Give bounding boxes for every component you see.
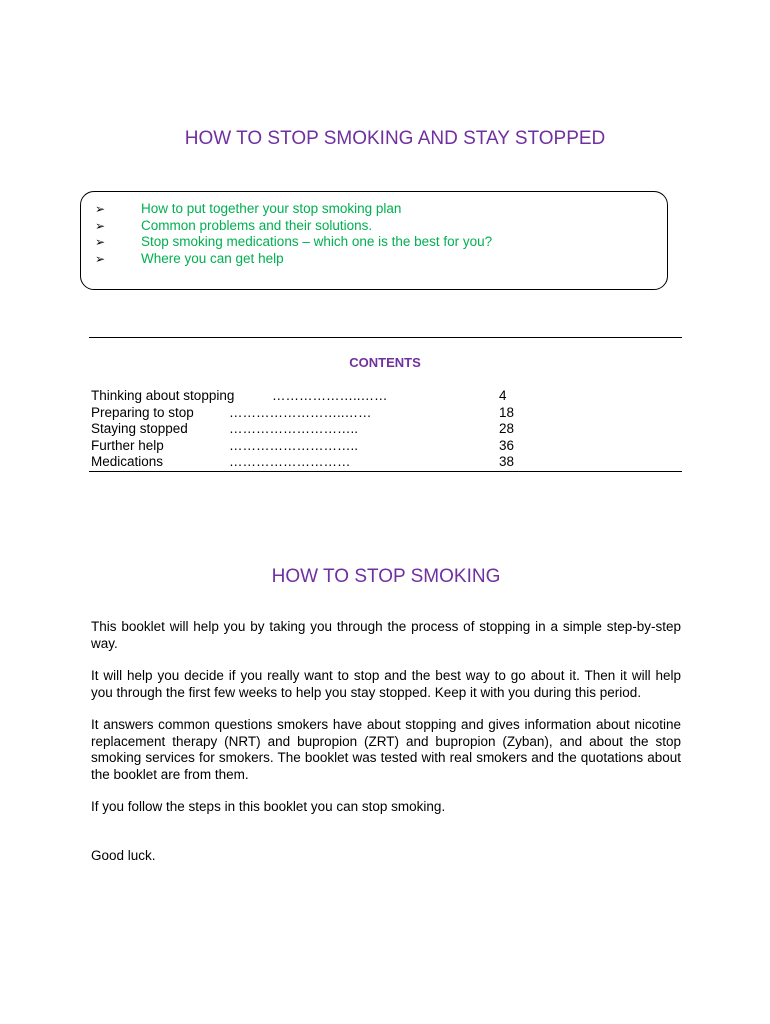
toc-entry-leader: ………………..……: [272, 388, 388, 403]
toc-entry-page: 18: [499, 404, 515, 420]
toc-entry-leader: ………………………..: [229, 437, 359, 453]
body-paragraph: This booklet will help you by taking you through the process of stopping in a simple step-by-step way.: [91, 619, 681, 651]
toc-entry-label: Thinking about stopping: [91, 388, 235, 403]
arrow-bullet-icon: ➢: [95, 218, 106, 233]
toc-entry: [91, 454, 531, 471]
summary-item-text: How to put together your stop smoking plan: [141, 201, 402, 216]
summary-box: [80, 191, 668, 290]
body-paragraph: It answers common questions smokers have about stopping and gives information about nicotine replacement therapy (NRT) and bupropion (ZRT) and bupropion (Zyban), and about the stop smoking services for smokers. The booklet was tested with real smokers and the quotations about the booklet are from them.: [91, 717, 681, 782]
toc-entry-page: 28: [499, 421, 515, 436]
toc-entry-label: Further help: [91, 437, 164, 453]
summary-item-text: Where you can get help: [141, 250, 284, 266]
toc-entry-leader: ………………………..: [229, 421, 359, 436]
toc-entry: [91, 438, 531, 455]
summary-item-text: Stop smoking medications – which one is the best for you?: [141, 234, 493, 249]
toc-entry: [91, 405, 531, 422]
table-of-contents: [91, 388, 531, 471]
section-title: HOW TO STOP SMOKING: [271, 566, 501, 587]
contents-bottom-rule: [89, 471, 682, 472]
toc-entry-label: Staying stopped: [91, 421, 188, 436]
toc-entry-page: 4: [499, 388, 507, 403]
document-title: HOW TO STOP SMOKING AND STAY STOPPED: [184, 128, 606, 149]
arrow-bullet-icon: ➢: [95, 235, 106, 249]
toc-entry-label: Preparing to stop: [91, 404, 194, 420]
section-body: [91, 619, 681, 880]
body-paragraph: It will help you decide if you really want to stop and the best way to go about it. Then it will help you through the first few weeks to help you stay stopped. Keep it with you during this period.: [91, 668, 681, 700]
toc-entry: [91, 388, 531, 405]
arrow-bullet-icon: ➢: [95, 251, 106, 266]
toc-entry: [91, 421, 531, 438]
contents-heading: CONTENTS: [349, 355, 421, 370]
toc-entry-leader: ……………………..……: [229, 404, 372, 420]
contents-top-rule: [89, 337, 682, 338]
body-paragraph: If you follow the steps in this booklet you can stop smoking.: [91, 799, 446, 814]
closing-line: Good luck.: [91, 847, 156, 863]
toc-entry-page: 36: [499, 437, 515, 453]
toc-entry-page: 38: [499, 454, 515, 469]
arrow-bullet-icon: ➢: [95, 202, 106, 216]
toc-entry-leader: ………………………: [229, 454, 351, 469]
summary-item-text: Common problems and their solutions.: [141, 217, 373, 233]
toc-entry-label: Medications: [91, 454, 164, 469]
